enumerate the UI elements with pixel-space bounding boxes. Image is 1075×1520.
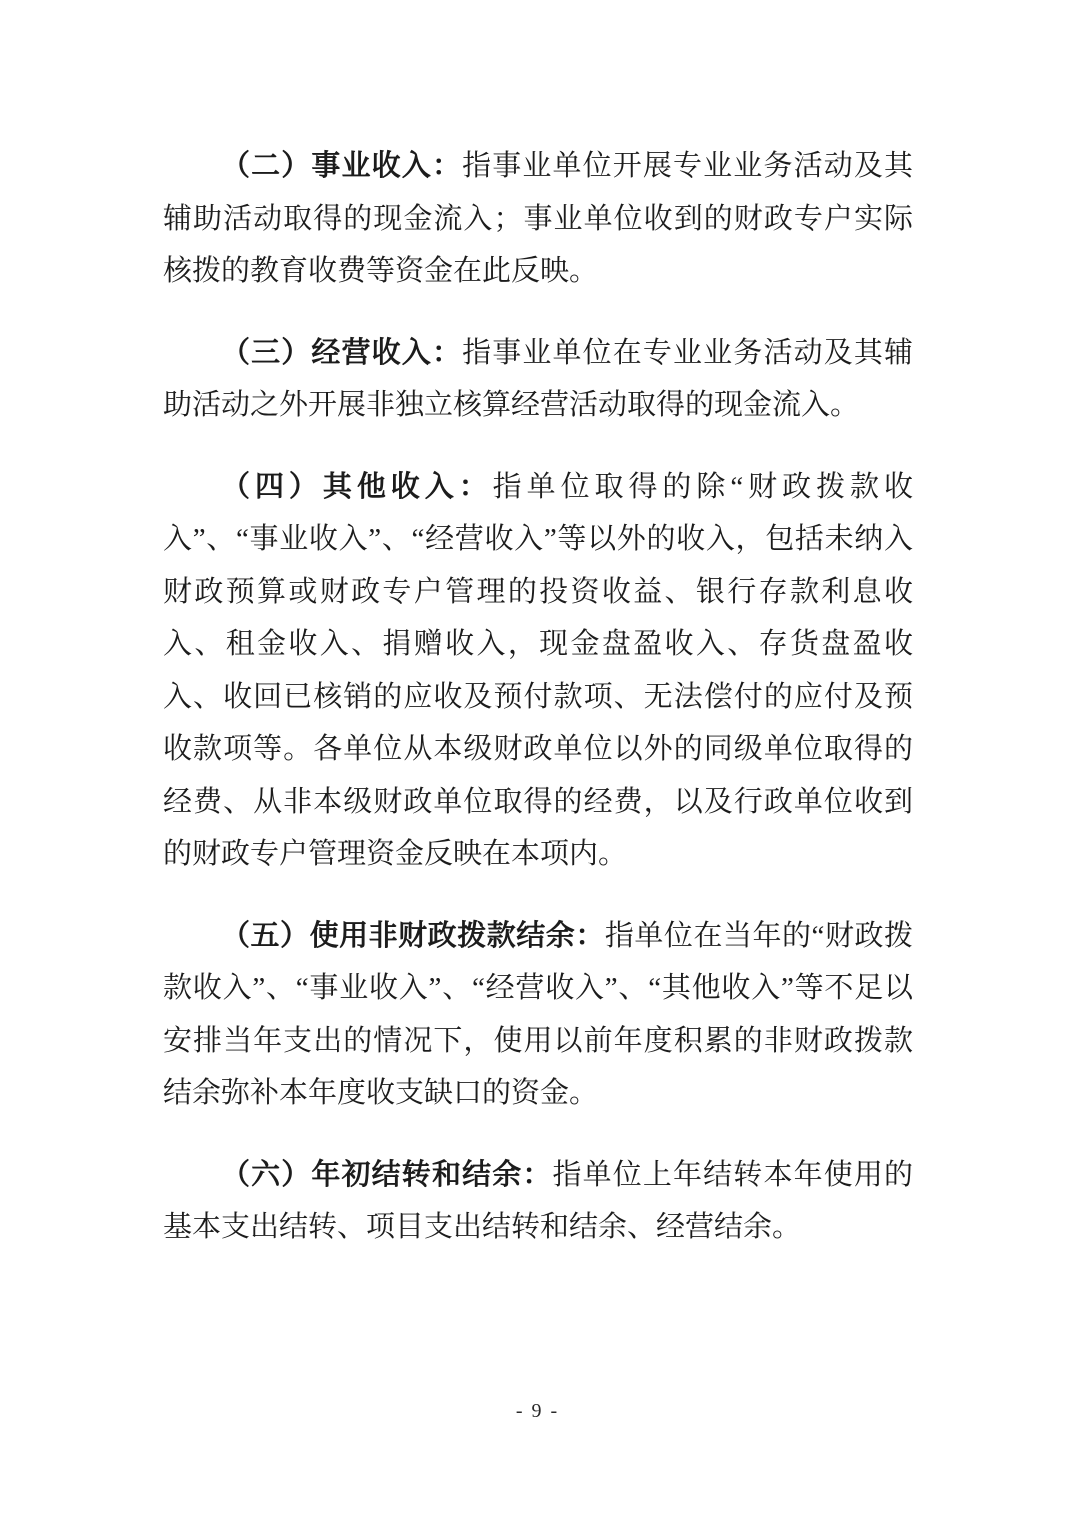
paragraph-qita-shouru: [163, 461, 913, 881]
paragraph-heading: （四）其他收入：: [221, 470, 493, 503]
paragraph-nianchu-jiezhuan-he-jieyu: [163, 1149, 913, 1254]
paragraph-heading: （二）事业收入：: [221, 150, 463, 182]
paragraph-heading: （五）使用非财政拨款结余：: [221, 919, 605, 952]
paragraph-text: 指事业单位在专业业务活动及其辅助活动之外开展非独立核算经营活动取得的现金流入。: [163, 336, 913, 421]
paragraph-text: 指单位取得的除“财政拨款收入”、“事业收入”、“经营收入”等以外的收入，包括未纳入财政预算或财政专户管理的投资收益、银行存款利息收入、租金收入、捐赠收入，现金盘盈收入、存货盘盈收入、收回已核销的应收及预付款项、无法偿付的应付及预收款项等。各单位从本级财政单位以外的同级单位取得的经费、从非本级财政单位取得的经费，以及行政单位收到的财政专户管理资金反映在本项内。: [163, 470, 913, 870]
paragraph-heading: （三）经营收入：: [221, 336, 463, 369]
paragraph-text: 指事业单位开展专业业务活动及其辅助活动取得的现金流入；事业单位收到的财政专户实际核拨的教育收费等资金在此反映。: [163, 150, 913, 287]
document-body: [163, 140, 913, 1254]
paragraph-shiyong-fei-caizheng-bokuan-jieyu: [163, 910, 913, 1120]
paragraph-text: 指单位上年结转本年使用的基本支出结转、项目支出结转和结余、经营结余。: [163, 1158, 913, 1243]
paragraph-jingying-shouru: [163, 327, 913, 432]
paragraph-text: 指单位在当年的“财政拨款收入”、“事业收入”、“经营收入”、“其他收入”等不足以安排当年支出的情况下，使用以前年度积累的非财政拨款结余弥补本年度收支缺口的资金。: [163, 919, 913, 1109]
paragraph-heading: （六）年初结转和结余：: [221, 1158, 553, 1191]
page-number: - 9 -: [515, 1400, 560, 1422]
paragraph-shiye-shouru: [163, 140, 913, 298]
